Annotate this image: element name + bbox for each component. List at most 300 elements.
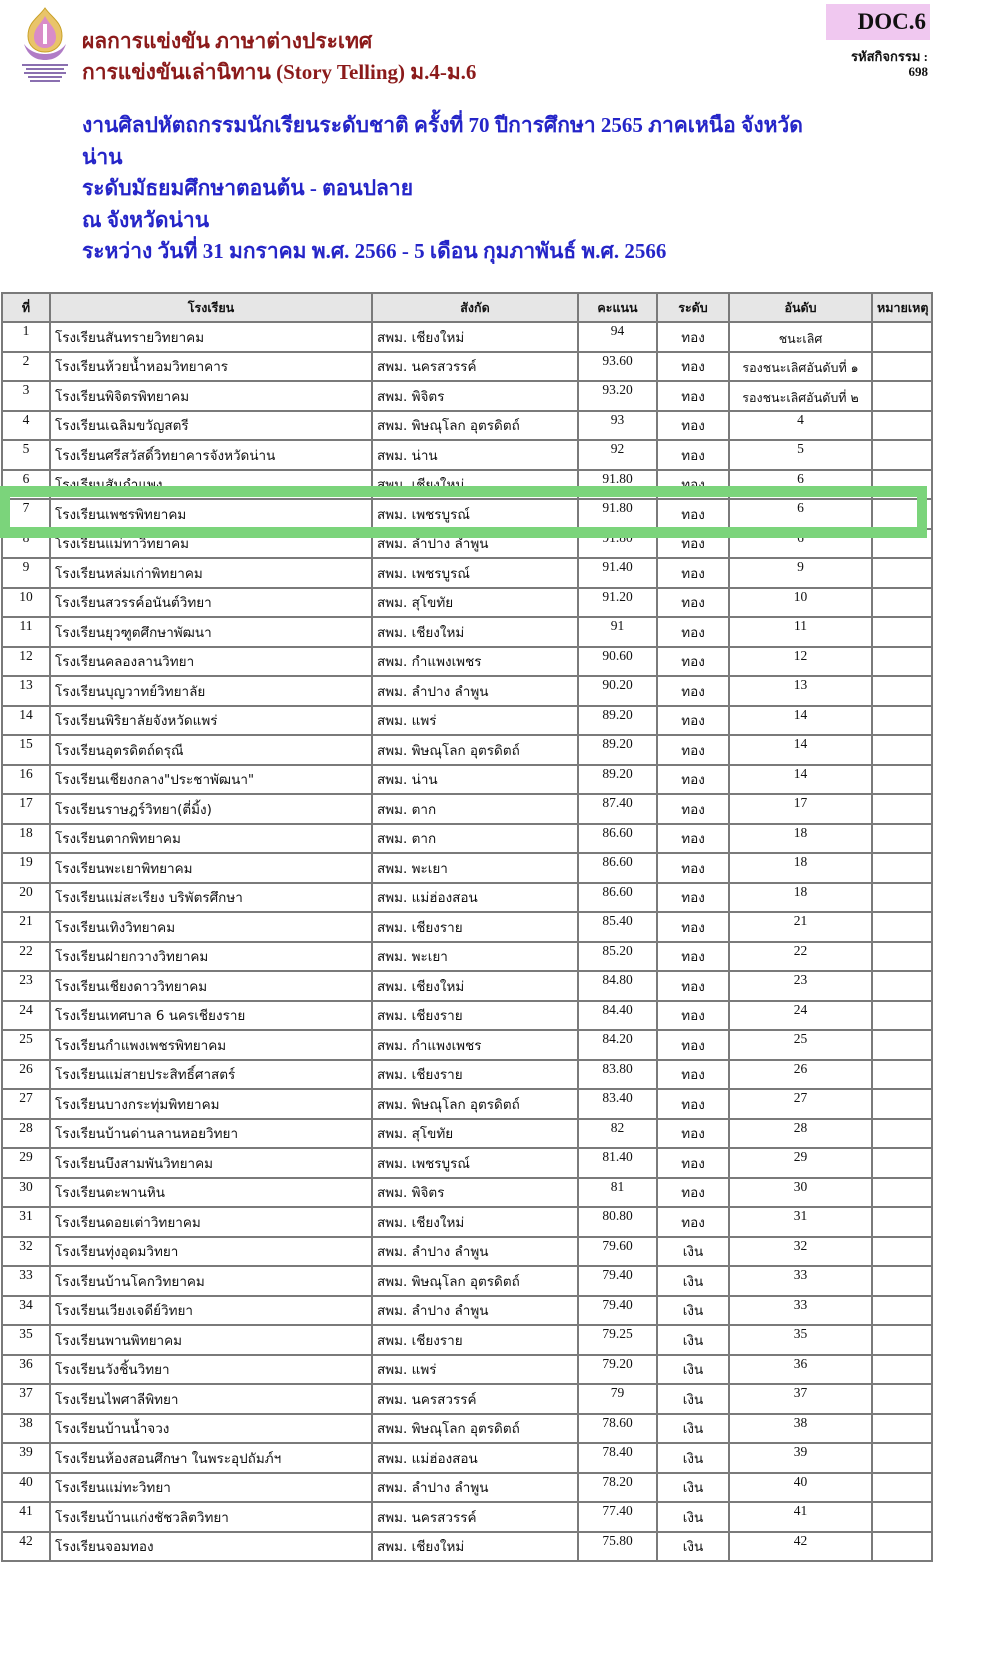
cell-note — [872, 588, 932, 618]
cell-no: 18 — [2, 824, 50, 854]
cell-rank: 23 — [729, 971, 872, 1001]
cell-level: ทอง — [657, 853, 729, 883]
cell-level: ทอง — [657, 411, 729, 441]
cell-rank: 14 — [729, 765, 872, 795]
cell-affiliation: สพม. เพชรบูรณ์ — [372, 1148, 578, 1178]
cell-school: โรงเรียนเชียงดาววิทยาคม — [50, 971, 372, 1001]
cell-rank: 5 — [729, 440, 872, 470]
cell-level: เงิน — [657, 1325, 729, 1355]
cell-school: โรงเรียนบ้านด่านลานหอยวิทยา — [50, 1119, 372, 1149]
cell-rank: 10 — [729, 588, 872, 618]
cell-score: 75.80 — [578, 1532, 657, 1562]
cell-school: โรงเรียนพิริยาลัยจังหวัดแพร่ — [50, 706, 372, 736]
cell-score: 93.20 — [578, 381, 657, 411]
cell-no: 27 — [2, 1089, 50, 1119]
cell-rank: 31 — [729, 1207, 872, 1237]
cell-level: เงิน — [657, 1384, 729, 1414]
table-row — [2, 1119, 932, 1149]
cell-no: 17 — [2, 794, 50, 824]
cell-level: ทอง — [657, 1207, 729, 1237]
cell-no: 41 — [2, 1502, 50, 1532]
cell-score: 93.60 — [578, 352, 657, 382]
table-row — [2, 1207, 932, 1237]
cell-level: เงิน — [657, 1266, 729, 1296]
cell-no: 40 — [2, 1473, 50, 1503]
cell-no: 2 — [2, 352, 50, 382]
cell-affiliation: สพม. พิษณุโลก อุตรดิตถ์ — [372, 1089, 578, 1119]
cell-level: ทอง — [657, 381, 729, 411]
table-row — [2, 1473, 932, 1503]
cell-rank: 14 — [729, 706, 872, 736]
cell-rank: 11 — [729, 617, 872, 647]
col-header-school: โรงเรียน — [50, 293, 372, 322]
cell-score: 78.40 — [578, 1443, 657, 1473]
cell-school: โรงเรียนจอมทอง — [50, 1532, 372, 1562]
cell-rank: รองชนะเลิศอันดับที่ ๑ — [729, 352, 872, 382]
cell-note — [872, 1502, 932, 1532]
cell-note — [872, 1473, 932, 1503]
cell-note — [872, 971, 932, 1001]
cell-score: 79.40 — [578, 1296, 657, 1326]
table-row — [2, 1325, 932, 1355]
cell-score: 89.20 — [578, 765, 657, 795]
table-row — [2, 794, 932, 824]
cell-rank: 4 — [729, 411, 872, 441]
cell-level: ทอง — [657, 765, 729, 795]
cell-level: เงิน — [657, 1414, 729, 1444]
cell-note — [872, 942, 932, 972]
cell-note — [872, 1384, 932, 1414]
cell-affiliation: สพม. พิษณุโลก อุตรดิตถ์ — [372, 1266, 578, 1296]
cell-no: 10 — [2, 588, 50, 618]
cell-level: ทอง — [657, 1060, 729, 1090]
cell-score: 86.60 — [578, 883, 657, 913]
cell-rank: 42 — [729, 1532, 872, 1562]
cell-affiliation: สพม. กำแพงเพชร — [372, 1030, 578, 1060]
cell-affiliation: สพม. นครสวรรค์ — [372, 1384, 578, 1414]
cell-affiliation: สพม. สุโขทัย — [372, 1119, 578, 1149]
table-row — [2, 1296, 932, 1326]
cell-affiliation: สพม. เชียงใหม่ — [372, 470, 578, 500]
competition-title: ผลการแข่งขัน ภาษาต่างประเทศ — [82, 29, 373, 53]
cell-affiliation: สพม. กำแพงเพชร — [372, 647, 578, 677]
table-row — [2, 824, 932, 854]
cell-rank: 6 — [729, 529, 872, 559]
cell-affiliation: สพม. พิษณุโลก อุตรดิตถ์ — [372, 1414, 578, 1444]
cell-score: 91 — [578, 617, 657, 647]
table-row — [2, 676, 932, 706]
cell-school: โรงเรียนไพศาลีพิทยา — [50, 1384, 372, 1414]
cell-level: เงิน — [657, 1473, 729, 1503]
cell-level: ทอง — [657, 558, 729, 588]
table-row — [2, 352, 932, 382]
cell-no: 15 — [2, 735, 50, 765]
cell-rank: 24 — [729, 1001, 872, 1031]
table-row — [2, 1414, 932, 1444]
cell-rank: 12 — [729, 647, 872, 677]
cell-rank: 18 — [729, 824, 872, 854]
cell-no: 35 — [2, 1325, 50, 1355]
cell-level: เงิน — [657, 1237, 729, 1267]
cell-school: โรงเรียนพิจิตรพิทยาคม — [50, 381, 372, 411]
table-row — [2, 499, 932, 529]
table-row — [2, 558, 932, 588]
cell-rank: 22 — [729, 942, 872, 972]
cell-level: ทอง — [657, 706, 729, 736]
cell-school: โรงเรียนกำแพงเพชรพิทยาคม — [50, 1030, 372, 1060]
cell-no: 14 — [2, 706, 50, 736]
cell-note — [872, 440, 932, 470]
cell-no: 39 — [2, 1443, 50, 1473]
table-row — [2, 1060, 932, 1090]
cell-no: 3 — [2, 381, 50, 411]
cell-affiliation: สพม. เพชรบูรณ์ — [372, 499, 578, 529]
cell-note — [872, 1207, 932, 1237]
cell-affiliation: สพม. แพร่ — [372, 706, 578, 736]
cell-school: โรงเรียนสวรรค์อนันต์วิทยา — [50, 588, 372, 618]
cell-rank: 37 — [729, 1384, 872, 1414]
cell-level: เงิน — [657, 1502, 729, 1532]
cell-rank: 39 — [729, 1443, 872, 1473]
cell-score: 78.20 — [578, 1473, 657, 1503]
table-row — [2, 912, 932, 942]
cell-level: เงิน — [657, 1443, 729, 1473]
cell-rank: 17 — [729, 794, 872, 824]
table-row — [2, 706, 932, 736]
cell-no: 9 — [2, 558, 50, 588]
cell-score: 81.40 — [578, 1148, 657, 1178]
cell-no: 7 — [2, 499, 50, 529]
cell-no: 33 — [2, 1266, 50, 1296]
cell-rank: 21 — [729, 912, 872, 942]
table-row — [2, 411, 932, 441]
table-row — [2, 1355, 932, 1385]
col-header-score: คะแนน — [578, 293, 657, 322]
table-row — [2, 1178, 932, 1208]
cell-note — [872, 1325, 932, 1355]
cell-no: 1 — [2, 322, 50, 352]
cell-no: 12 — [2, 647, 50, 677]
cell-rank: 18 — [729, 883, 872, 913]
table-row — [2, 942, 932, 972]
table-row — [2, 883, 932, 913]
cell-school: โรงเรียนคลองลานวิทยา — [50, 647, 372, 677]
cell-rank: 30 — [729, 1178, 872, 1208]
cell-school: โรงเรียนสันทรายวิทยาคม — [50, 322, 372, 352]
table-row — [2, 1532, 932, 1562]
cell-school: โรงเรียนแม่ทะวิทยา — [50, 1473, 372, 1503]
cell-affiliation: สพม. พะเยา — [372, 942, 578, 972]
col-header-no: ที่ — [2, 293, 50, 322]
cell-rank: 36 — [729, 1355, 872, 1385]
cell-note — [872, 1237, 932, 1267]
event-level: ระดับมัธยมศึกษาตอนต้น - ตอนปลาย — [82, 176, 414, 200]
table-row — [2, 1148, 932, 1178]
event-province: น่าน — [82, 144, 123, 169]
cell-score: 84.20 — [578, 1030, 657, 1060]
cell-note — [872, 1089, 932, 1119]
cell-score: 84.80 — [578, 971, 657, 1001]
cell-affiliation: สพม. นครสวรรค์ — [372, 352, 578, 382]
table-row — [2, 1089, 932, 1119]
cell-level: เงิน — [657, 1355, 729, 1385]
cell-score: 92 — [578, 440, 657, 470]
cell-score: 84.40 — [578, 1001, 657, 1031]
cell-school: โรงเรียนหล่มเก่าพิทยาคม — [50, 558, 372, 588]
cell-school: โรงเรียนเชียงกลาง"ประชาพัฒนา" — [50, 765, 372, 795]
cell-score: 79.25 — [578, 1325, 657, 1355]
cell-note — [872, 1001, 932, 1031]
cell-level: ทอง — [657, 1119, 729, 1149]
cell-level: ทอง — [657, 440, 729, 470]
cell-score: 91.80 — [578, 499, 657, 529]
cell-level: ทอง — [657, 971, 729, 1001]
cell-no: 32 — [2, 1237, 50, 1267]
cell-note — [872, 617, 932, 647]
cell-score: 78.60 — [578, 1414, 657, 1444]
cell-no: 19 — [2, 853, 50, 883]
cell-note — [872, 1060, 932, 1090]
cell-level: ทอง — [657, 676, 729, 706]
cell-school: โรงเรียนบ้านน้ำจวง — [50, 1414, 372, 1444]
cell-level: ทอง — [657, 647, 729, 677]
cell-level: ทอง — [657, 1178, 729, 1208]
cell-affiliation: สพม. เชียงใหม่ — [372, 1207, 578, 1237]
cell-rank: 33 — [729, 1296, 872, 1326]
cell-school: โรงเรียนบ้านแก่งชัชวลิตวิทยา — [50, 1502, 372, 1532]
cell-score: 85.20 — [578, 942, 657, 972]
cell-affiliation: สพม. สุโขทัย — [372, 588, 578, 618]
cell-rank: 13 — [729, 676, 872, 706]
cell-note — [872, 765, 932, 795]
cell-no: 24 — [2, 1001, 50, 1031]
cell-rank: 38 — [729, 1414, 872, 1444]
cell-note — [872, 529, 932, 559]
table-row — [2, 853, 932, 883]
cell-affiliation: สพม. ลำปาง ลำพูน — [372, 1237, 578, 1267]
cell-affiliation: สพม. เพชรบูรณ์ — [372, 558, 578, 588]
cell-school: โรงเรียนบ้านโคกวิทยาคม — [50, 1266, 372, 1296]
cell-affiliation: สพม. นครสวรรค์ — [372, 1502, 578, 1532]
cell-level: ทอง — [657, 824, 729, 854]
cell-affiliation: สพม. เชียงใหม่ — [372, 322, 578, 352]
cell-note — [872, 1414, 932, 1444]
cell-level: ทอง — [657, 1001, 729, 1031]
event-info — [82, 110, 803, 268]
cell-rank: 6 — [729, 499, 872, 529]
cell-affiliation: สพม. พิษณุโลก อุตรดิตถ์ — [372, 735, 578, 765]
cell-affiliation: สพม. ลำปาง ลำพูน — [372, 529, 578, 559]
cell-affiliation: สพม. ลำปาง ลำพูน — [372, 676, 578, 706]
cell-rank: 35 — [729, 1325, 872, 1355]
cell-no: 37 — [2, 1384, 50, 1414]
cell-school: โรงเรียนเพชรพิทยาคม — [50, 499, 372, 529]
cell-school: โรงเรียนเทศบาล 6 นครเชียงราย — [50, 1001, 372, 1031]
cell-school: โรงเรียนตะพานหิน — [50, 1178, 372, 1208]
cell-level: ทอง — [657, 617, 729, 647]
cell-no: 34 — [2, 1296, 50, 1326]
cell-note — [872, 735, 932, 765]
cell-affiliation: สพม. แพร่ — [372, 1355, 578, 1385]
cell-level: ทอง — [657, 942, 729, 972]
cell-score: 87.40 — [578, 794, 657, 824]
cell-school: โรงเรียนทุ่งอุดมวิทยา — [50, 1237, 372, 1267]
cell-score: 91.80 — [578, 529, 657, 559]
cell-score: 79.40 — [578, 1266, 657, 1296]
table-row — [2, 617, 932, 647]
cell-level: ทอง — [657, 735, 729, 765]
cell-note — [872, 1532, 932, 1562]
cell-level: ทอง — [657, 322, 729, 352]
cell-note — [872, 470, 932, 500]
table-row — [2, 1502, 932, 1532]
event-logo — [16, 6, 74, 84]
cell-school: โรงเรียนแม่สายประสิทธิ์ศาสตร์ — [50, 1060, 372, 1090]
activity-code-label: รหัสกิจกรรม : — [851, 49, 928, 64]
table-row — [2, 381, 932, 411]
cell-note — [872, 1443, 932, 1473]
cell-affiliation: สพม. เชียงราย — [372, 912, 578, 942]
cell-no: 8 — [2, 529, 50, 559]
cell-school: โรงเรียนสันกำแพง — [50, 470, 372, 500]
cell-school: โรงเรียนแม่สะเรียง บริพัตรศึกษา — [50, 883, 372, 913]
cell-note — [872, 1355, 932, 1385]
cell-no: 38 — [2, 1414, 50, 1444]
table-row — [2, 588, 932, 618]
cell-rank: 6 — [729, 470, 872, 500]
cell-note — [872, 853, 932, 883]
table-body — [2, 322, 932, 1561]
cell-no: 22 — [2, 942, 50, 972]
cell-level: ทอง — [657, 883, 729, 913]
cell-note — [872, 676, 932, 706]
cell-level: เงิน — [657, 1296, 729, 1326]
cell-note — [872, 381, 932, 411]
cell-level: ทอง — [657, 352, 729, 382]
table-row — [2, 1001, 932, 1031]
cell-level: ทอง — [657, 1148, 729, 1178]
cell-rank: 25 — [729, 1030, 872, 1060]
event-name: งานศิลปหัตถกรรมนักเรียนระดับชาติ ครั้งที่ 70 ปีการศึกษา 2565 ภาคเหนือ จังหวัด — [82, 113, 803, 137]
cell-note — [872, 1178, 932, 1208]
cell-no: 5 — [2, 440, 50, 470]
cell-school: โรงเรียนบึงสามพันวิทยาคม — [50, 1148, 372, 1178]
cell-score: 83.40 — [578, 1089, 657, 1119]
cell-affiliation: สพม. ลำปาง ลำพูน — [372, 1473, 578, 1503]
cell-no: 13 — [2, 676, 50, 706]
cell-note — [872, 706, 932, 736]
col-header-affiliation: สังกัด — [372, 293, 578, 322]
cell-affiliation: สพม. เชียงใหม่ — [372, 617, 578, 647]
cell-rank: 18 — [729, 853, 872, 883]
cell-no: 29 — [2, 1148, 50, 1178]
cell-score: 89.20 — [578, 706, 657, 736]
cell-school: โรงเรียนพานพิทยาคม — [50, 1325, 372, 1355]
cell-level: ทอง — [657, 588, 729, 618]
table-row — [2, 765, 932, 795]
cell-school: โรงเรียนศรีสวัสดิ์วิทยาคารจังหวัดน่าน — [50, 440, 372, 470]
cell-score: 91.80 — [578, 470, 657, 500]
cell-school: โรงเรียนพะเยาพิทยาคม — [50, 853, 372, 883]
cell-rank: รองชนะเลิศอันดับที่ ๒ — [729, 381, 872, 411]
cell-score: 90.20 — [578, 676, 657, 706]
competition-subtitle: การแข่งขันเล่านิทาน (Story Telling) ม.4-ม.6 — [82, 60, 477, 84]
cell-score: 91.40 — [578, 558, 657, 588]
table-row — [2, 1443, 932, 1473]
table-row — [2, 529, 932, 559]
cell-school: โรงเรียนฝายกวางวิทยาคม — [50, 942, 372, 972]
cell-no: 25 — [2, 1030, 50, 1060]
cell-no: 4 — [2, 411, 50, 441]
table-header-row — [2, 293, 932, 322]
results-table — [1, 292, 933, 1562]
cell-school: โรงเรียนดอยเต่าวิทยาคม — [50, 1207, 372, 1237]
cell-score: 86.60 — [578, 853, 657, 883]
table-row — [2, 647, 932, 677]
cell-note — [872, 824, 932, 854]
cell-score: 82 — [578, 1119, 657, 1149]
cell-school: โรงเรียนยุวฑูตศึกษาพัฒนา — [50, 617, 372, 647]
cell-score: 86.60 — [578, 824, 657, 854]
cell-affiliation: สพม. เชียงราย — [372, 1001, 578, 1031]
title-block — [82, 26, 476, 88]
cell-level: ทอง — [657, 912, 729, 942]
cell-affiliation: สพม. ตาก — [372, 824, 578, 854]
cell-rank: 32 — [729, 1237, 872, 1267]
cell-rank: 41 — [729, 1502, 872, 1532]
cell-affiliation: สพม. พิจิตร — [372, 381, 578, 411]
cell-affiliation: สพม. ลำปาง ลำพูน — [372, 1296, 578, 1326]
cell-level: ทอง — [657, 1030, 729, 1060]
cell-rank: 40 — [729, 1473, 872, 1503]
cell-rank: ชนะเลิศ — [729, 322, 872, 352]
cell-school: โรงเรียนห้องสอนศึกษา ในพระอุปถัมภ์ฯ — [50, 1443, 372, 1473]
cell-no: 31 — [2, 1207, 50, 1237]
table-row — [2, 470, 932, 500]
cell-school: โรงเรียนบุญวาทย์วิทยาลัย — [50, 676, 372, 706]
cell-score: 91.20 — [578, 588, 657, 618]
cell-school: โรงเรียนอุตรดิตถ์ดรุณี — [50, 735, 372, 765]
table-row — [2, 440, 932, 470]
cell-affiliation: สพม. แม่ฮ่องสอน — [372, 883, 578, 913]
cell-rank: 33 — [729, 1266, 872, 1296]
cell-no: 21 — [2, 912, 50, 942]
cell-note — [872, 883, 932, 913]
cell-affiliation: สพม. น่าน — [372, 440, 578, 470]
table-row — [2, 1384, 932, 1414]
cell-school: โรงเรียนราษฎร์วิทยา(ตี่มิ้ง) — [50, 794, 372, 824]
cell-note — [872, 912, 932, 942]
cell-note — [872, 352, 932, 382]
cell-affiliation: สพม. แม่ฮ่องสอน — [372, 1443, 578, 1473]
cell-score: 79 — [578, 1384, 657, 1414]
cell-note — [872, 1266, 932, 1296]
activity-code-value: 698 — [908, 64, 928, 79]
cell-school: โรงเรียนวังชิ้นวิทยา — [50, 1355, 372, 1385]
cell-note — [872, 558, 932, 588]
cell-no: 36 — [2, 1355, 50, 1385]
cell-affiliation: สพม. พิจิตร — [372, 1178, 578, 1208]
table-row — [2, 322, 932, 352]
cell-school: โรงเรียนเวียงเจดีย์วิทยา — [50, 1296, 372, 1326]
cell-score: 79.20 — [578, 1355, 657, 1385]
cell-rank: 29 — [729, 1148, 872, 1178]
cell-score: 83.80 — [578, 1060, 657, 1090]
cell-note — [872, 1030, 932, 1060]
cell-affiliation: สพม. เชียงใหม่ — [372, 971, 578, 1001]
cell-rank: 28 — [729, 1119, 872, 1149]
cell-note — [872, 322, 932, 352]
